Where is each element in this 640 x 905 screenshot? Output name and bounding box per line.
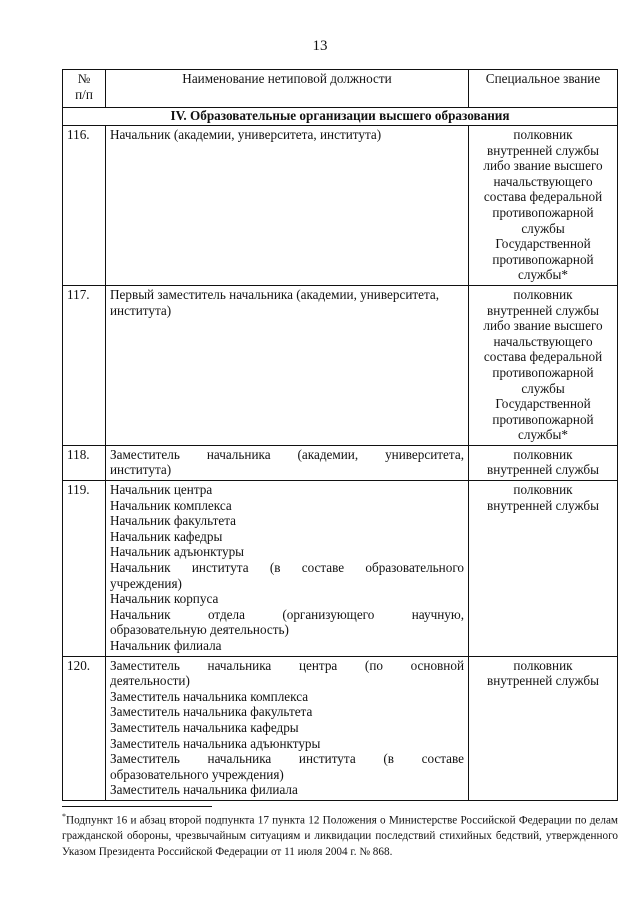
special-rank-cell <box>469 285 618 445</box>
position-name-line: Заместитель начальника комплекса <box>110 688 309 704</box>
position-name-line: Начальник филиала <box>110 638 222 653</box>
special-rank-line: Государственной <box>495 236 591 252</box>
special-rank-line: полковник <box>513 482 573 498</box>
special-rank-line: противопожарной <box>492 411 594 427</box>
special-rank-cell <box>469 445 618 480</box>
position-name-cell <box>106 481 469 657</box>
position-name-line: Начальник факультета <box>110 513 236 529</box>
row-number: 118. <box>63 445 106 480</box>
position-name-line: Начальник (академии, университета, института) <box>110 127 382 142</box>
special-rank-line: либо звание высшего <box>483 158 603 174</box>
special-rank-line: службы <box>521 220 565 236</box>
special-rank-line: начальствующего <box>493 333 593 349</box>
special-rank-line: Государственной <box>495 396 591 412</box>
position-name-line: Начальник центра <box>110 482 213 498</box>
footnote-text: Подпункт 16 и абзац второй подпункта 17 пункта 12 Положения о Министерстве Российской Федерации по делам гражданской обороны, чрезвычайным ситуациям и ликвидации последствий стихийных бедствий, утвержденного Указом Президента Российской Федерации от 11 июля 2004 г. № 868. <box>62 814 618 858</box>
special-rank-line: внутренней службы <box>487 673 599 689</box>
position-name-line: Начальник адъюнктуры <box>110 544 245 560</box>
position-name-line: Первый заместитель начальника (академии, университета, <box>110 286 440 302</box>
footnote-rule <box>62 806 212 807</box>
special-rank-line: противопожарной <box>492 364 594 380</box>
header-number-line: № <box>77 71 91 86</box>
table-row <box>63 656 618 800</box>
footnote <box>62 809 618 860</box>
position-name-line: Начальник комплекса <box>110 497 232 513</box>
special-rank-line: внутренней службы <box>487 302 599 318</box>
position-name-cell <box>106 445 469 480</box>
table-row <box>63 481 618 657</box>
page-number: 13 <box>312 38 328 54</box>
special-rank-line: внутренней службы <box>487 462 599 478</box>
position-name-line: Начальник института (в составе образовательного <box>110 560 464 576</box>
special-rank-line: полковник <box>513 657 573 673</box>
section-row <box>63 108 618 126</box>
position-name-line: Заместитель начальника кафедры <box>110 719 299 735</box>
position-name-line: учреждения) <box>110 575 182 591</box>
position-name-line: деятельности) <box>110 673 190 689</box>
section-title: IV. Образовательные организации высшего образования <box>63 108 618 126</box>
special-rank-line: полковник <box>513 127 573 142</box>
header-number-line: п/п <box>75 87 93 102</box>
position-name-line: Начальник отдела (организующего научную, <box>110 606 464 622</box>
row-number: 116. <box>63 126 106 286</box>
position-name-cell <box>106 656 469 800</box>
row-number: 120. <box>63 656 106 800</box>
position-name-line: Заместитель начальника адъюнктуры <box>110 735 321 751</box>
table-row <box>63 126 618 286</box>
special-rank-line: внутренней службы <box>487 497 599 513</box>
position-name-line: института) <box>110 302 172 318</box>
special-rank-line: либо звание высшего <box>483 318 603 334</box>
header-position-name: Наименование нетиповой должности <box>106 70 469 108</box>
special-rank-line: службы* <box>518 427 568 443</box>
special-rank-line: состава федеральной <box>483 189 603 205</box>
row-number: 119. <box>63 481 106 657</box>
special-rank-line: противопожарной <box>492 251 594 267</box>
position-name-line: Начальник корпуса <box>110 591 219 607</box>
position-name-line: образовательного учреждения) <box>110 766 284 782</box>
special-rank-line: службы <box>521 380 565 396</box>
position-name-line: Заместитель начальника (академии, университета, <box>110 446 464 462</box>
position-name-line: Заместитель начальника факультета <box>110 704 313 720</box>
special-rank-line: противопожарной <box>492 204 594 220</box>
positions-table <box>62 69 618 801</box>
position-name-line: Заместитель начальника института (в составе <box>110 751 464 767</box>
position-name-line: Заместитель начальника центра (по основной <box>110 657 464 673</box>
special-rank-line: службы* <box>518 267 568 283</box>
special-rank-line: внутренней службы <box>487 142 599 158</box>
row-number: 117. <box>63 285 106 445</box>
position-name-cell <box>106 285 469 445</box>
table-row <box>63 445 618 480</box>
position-name-line: института) <box>110 462 172 478</box>
special-rank-cell <box>469 656 618 800</box>
special-rank-cell <box>469 126 618 286</box>
header-special-rank: Специальное звание <box>469 70 618 108</box>
table-row <box>63 285 618 445</box>
table-header-row <box>63 70 618 108</box>
special-rank-line: полковник <box>513 286 573 302</box>
special-rank-line: состава федеральной <box>483 349 603 365</box>
position-name-line: Заместитель начальника филиала <box>110 782 298 798</box>
special-rank-line: начальствующего <box>493 173 593 189</box>
special-rank-line: полковник <box>513 446 573 462</box>
header-number <box>63 70 106 108</box>
special-rank-cell <box>469 481 618 657</box>
position-name-line: Начальник кафедры <box>110 528 223 544</box>
position-name-cell <box>106 126 469 286</box>
position-name-line: образовательную деятельность) <box>110 622 289 638</box>
footnote-marker: * <box>62 812 66 821</box>
